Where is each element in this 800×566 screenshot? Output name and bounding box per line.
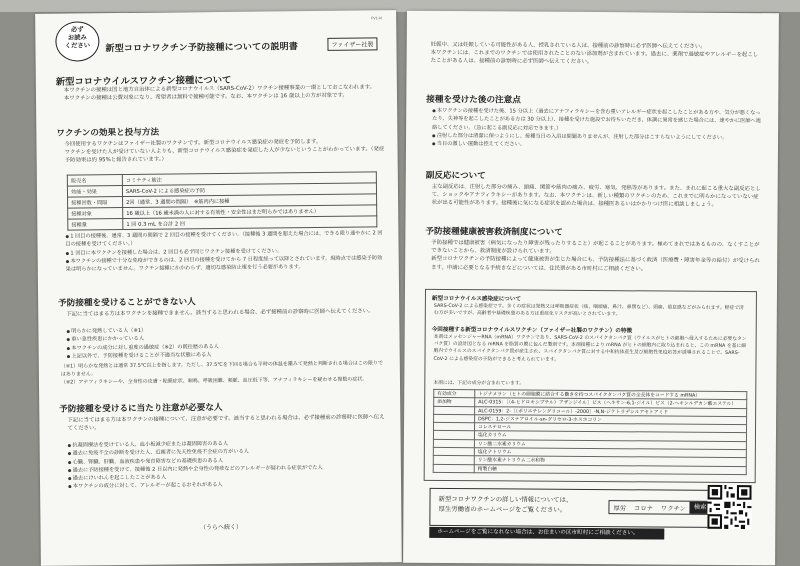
table-value: 16 歳以上（16 歳未満の人に対する有効性・安全性はまだ明らかではありません） [123,205,377,219]
must-read-bubble [55,21,99,61]
table-value: 塩化ナトリウム [474,448,746,458]
homepage-note: ホームページをご覧になれない場合は、お住まいの区市町村にご相談ください。 [429,527,664,540]
table-value: SARS-CoV-2 による感染症の予防 [122,183,376,197]
table-value: DSPC：1,2-ジステアロイル-sn-グリセロ-3-ホスホコリン [475,415,747,425]
table-key [433,464,474,473]
table-value: トジナメラン（ヒトの細胞膜に結合する働きを持つスパイクタンパク質の全長体をコードする mRNA） [475,390,747,400]
search-button: 検索 [690,502,711,514]
bubble-line: 必ず [70,26,84,34]
bullet-list [65,229,383,274]
search-keyword: ワクチン [660,504,686,513]
guide-line: 新型コロナワクチンの詳しい情報については、 [438,494,573,504]
search-keyword: コロナ [634,504,653,512]
table-value: コミナティ筋注 [122,172,376,186]
maker-tag: ファイザー社製 [327,37,377,51]
table-key [434,414,475,423]
continued-note: （うらへ続く） [199,523,243,532]
footnote: （※1）明らかな発熱とは通常 37.5℃以上を指します。ただし、37.5℃を下回る場合も平時の体温を鑑みて発熱と判断される場合はこの限りではありません。 [60,360,383,378]
table-value: リン酸水素ナトリウム二水和物 [474,456,746,466]
table-key [433,423,474,432]
table-key: 販売名 [67,175,122,187]
section-heading: 予防接種を受けることができない人 [58,297,196,309]
section-text [64,137,384,165]
intro-text [431,41,761,68]
table-key: 接種量 [68,218,123,230]
paragraph: 今回使用するワクチンはファイザー社製のワクチンです。新型コロナウイルス感染症の発症を予防します。 [64,138,322,148]
section-text [431,239,761,274]
search-keyword: 厚労 [613,504,627,512]
bubble-line: ください [64,42,91,50]
table-key [433,456,474,465]
qr-code-icon [707,485,751,529]
list-item: ● 明らかに発熱している人（※1） [66,324,384,336]
list-item: ● 本ワクチンの成分に対し重度の過敏症（※2）の既往歴のある人 [67,341,385,353]
section-heading: 予防接種健康被害救済制度について [425,226,563,238]
guide-line: 厚生労働省のホームページをご覧ください。 [438,504,567,514]
list-item: ● 当日の激しい運動は控えてください。 [432,140,762,151]
table-value: 塩化カリウム [474,431,746,441]
footnote: （※2）アナフィラキシーや、全身性の皮膚・粘膜症状、喘鳴、呼吸困難、頻脈、血圧低下等、アナフィラキシーを疑わせる複数の症状。 [60,376,368,386]
note-heading: 新型コロナウイルス感染症について [431,295,522,303]
section-text: 主な副反応は、注射した部分の痛み、頭痛、関節や筋肉の痛み、疲労、寒気、発熱等があります。また、まれに起こる重大な副反応として、ショックやアナフィラキシーがあります。なお、本ワクチンは、新しい種類のワクチンのため、これまでに明らかになっていない症状が出る可能性があります。接種後に気になる症状を認めた場合は、接種医あるいはかかりつけ医に相談しましょう。 [431,183,761,209]
vaccine-info-table [67,171,378,230]
list-item: ● 上記以外で、予防接種を受けることが不適当な状態にある人 [67,349,385,361]
desk-background [0,0,800,12]
section-text: 下記に当てはまる方は本ワクチンを接種できません。該当すると思われる場合、必ず接種前の診察時に医師へ伝えてください。 [66,308,374,318]
section-text [64,83,384,103]
table-value: ALC-0315：［（4-ヒドロキシブチル）アザンジイル］ビス（ヘキサン-6,1-ジイル）ビス（2-ヘキシルデカン酸エステル） [475,398,747,408]
table-key: 接種対象 [68,207,123,219]
note-box [424,289,757,483]
list-item: ● 注射した部分は清潔に保つようにし、接種当日の入浴は問題ありませんが、注射した部分はこすらないようにしてください。 [432,132,762,143]
list-item: ● 本ワクチンの接種で十分な免疫ができるのは、2 回目の接種を受けてから 7 日程度経って以降とされています。現時点では感染予防効果は明らかになっていません。ワクチン接種にかかわらず、適切な感染防止策を行う必要があります。 [66,254,384,274]
ingredients-intro: 本剤には、下記の成分が含まれています。 [433,380,525,387]
note-text: 本剤はメッセンジャーRNA（mRNA）ワクチンであり、SARS-CoV-2 のスパイクタンパク質（ウイルスがヒトの細胞へ侵入するために必要なタンパク質）の設計図となる mRNA を脂質の膜に包んだ製剤です。本剤接種により mRNA がヒトの細胞内に取り込まれると、この mRNA を基に細胞内でウイルスのスパイクタンパク質が産生され、スパイクタンパク質に対する中和抗体産生及び細胞性免疫応答が誘導されることで、SARS-CoV-2 による感染症の予防ができると考えられています。 [433,334,747,363]
explanation-sheet-front [35,10,402,566]
explanation-sheet-back [403,11,779,566]
paragraph: 本ワクチンの接種は国と地方自治体による新型コロナウイルス（SARS-CoV-2）ワクチン接種事業の一環としておこなわれます。 [63,84,376,94]
table-row [433,464,746,474]
paragraph: 本ワクチンの接種は公費対象になり、希望者は無料で接種可能です。なお、本ワクチンは 16 歳以上の方が対象です。 [63,92,348,102]
table-value: コレステロール [474,423,746,433]
list-item: ● 過去に予防接種を受けて、接種後 2 日以内に発熱や全身性の発疹などのアレルギーが疑われる症状がでた人 [68,463,386,475]
list-item: ● 1 回目の接種後、通常、3 週間の間隔で 2 回目の接種を受けてください。（接種後 3 週間を超えた場合には、できる限り速やかに 2 回目の接種を受けてください。） [65,229,383,249]
table-row [68,216,377,230]
table-key [433,447,474,456]
section-heading: 新型コロナウイルスワクチン接種について [55,74,232,88]
note-text: SARS-CoV-2 による感染症です。多くの症状は発熱又は呼吸器症状（咳、咽頭痛、鼻汁、鼻閉など）、頭痛、倦怠感などがみられます。軽症で済む方が多いですが、高齢者や基礎疾患のある方は重症化リスクが高いとされています。 [433,303,744,318]
section-heading: 接種を受けた後の注意点 [426,94,521,106]
document-title: 新型コロナワクチン予防接種についての説明書 [105,42,299,55]
section-heading: 予防接種を受けるに当たり注意が必要な人 [59,402,223,415]
list-item: ● 本ワクチンの成分に対して、アレルギーが起こるおそれがある人 [68,480,386,492]
ingredients-table [433,389,748,475]
list-item: ● 1 回目に本ワクチンを接種した場合は、2 回目も必ず同じワクチン接種を受けてください。 [66,246,384,258]
search-guide-text [438,494,572,515]
paragraph: 妊娠中、又は妊娠している可能性がある人、授乳されている人は、接種前の診察時に必ず医師へ伝えてください。 [430,41,706,50]
search-keyword-field [608,500,711,515]
section-text: 下記に当てはまる方は本ワクチンの接種について、注意が必要です。該当すると思われる場合は、必ず接種前の診察時に医師へ伝えてください。 [67,414,385,432]
paragraph: 予防接種では健康被害（病気になったり障害が残ったりすること）が起こることがあります。極めてまれではあるものの、なくすことができないことから、救済制度が設けられています。 [431,239,760,255]
list-item: ● 重い急性疾患にかかっている人 [66,333,384,345]
table-key [434,406,475,415]
section-heading: 副反応について [425,170,486,182]
page-number: FV1-kl [371,16,383,21]
bullet-list [66,324,384,361]
paragraph: 新型コロナワクチンの予防接種によって健康被害が生じた場合にも、予防接種法に基づく救済（医療費・障害年金等の給付）が受けられます。申請に必要となる手続きなどについては、住民票がある市町村にご相談ください。 [431,256,760,272]
table-key [433,431,474,440]
bullet-list [68,438,387,491]
table-key: 効能・効果 [67,186,122,198]
paragraph: ワクチンを受けた人が受けていない人よりも、新型コロナウイルス感染症を発症した人が少ないということがわかっています。（発症予防効果は約 95%と報告されています。） [64,146,385,165]
table-key: 添加物 [434,398,475,407]
note-heading: 今回接種する新型コロナウイルスワクチン（ファイザー社製のワクチン）の特徴 [431,326,633,335]
bubble-line: お読み [67,34,87,42]
table-value: 1 回 0.3 mL を合計 2 回 [123,216,377,230]
list-item: ● 抗凝固療法を受けている人、血小板減少症または凝固障害のある人 [68,438,386,450]
list-item: ● 本ワクチンの接種を受けた後、15 分以上（過去にアナフィラキシーを含む重いアレルギー症状を起こしたことがある方や、気分が悪くなったり、失神等を起こしたことがある方は 30 分以上）、接種を受けた施設でお待ちいただき、体調に異常を感じた場合には、速やかに医師へ連絡してください。（急に起こる副反応に対応できます。） [432,107,762,134]
table-key: 接種回数・間隔 [68,196,123,208]
table-key [433,439,474,448]
list-item: ● 過去に免疫不全の診断を受けた人、近親者に先天性免疫不全症の方がいる人 [68,447,386,459]
list-item: ● 過去にけいれんを起こしたことがある人 [68,471,386,483]
table-value: リン酸二水素カリウム [474,439,746,449]
table-key: 有効成分 [434,389,475,398]
bullet-list [432,107,762,151]
table-value: ALC-0159：2-［（ポリエチレングリコール）-2000］-N,N-ジテトラデシルアセトアミド [475,406,747,416]
table-value: 2回（通常、3 週間の間隔） ※筋肉内に接種 [123,194,377,208]
table-value: 精製白糖 [474,464,746,474]
search-guide-box [429,488,714,528]
list-item: ● 心臓、腎臓、肝臓、血液疾患や発育障害などの基礎疾患のある人 [68,455,386,467]
footnotes [61,360,387,387]
section-heading: ワクチンの効果と投与方法 [56,127,160,139]
paragraph: 本ワクチンには、これまでのワクチンでは使用されたことのない添加剤が含まれています。過去に、薬剤で過敏症やアレルギーを起こしたことがある人は、接種前の診察時に必ず医師へ伝えてください。 [430,50,759,66]
